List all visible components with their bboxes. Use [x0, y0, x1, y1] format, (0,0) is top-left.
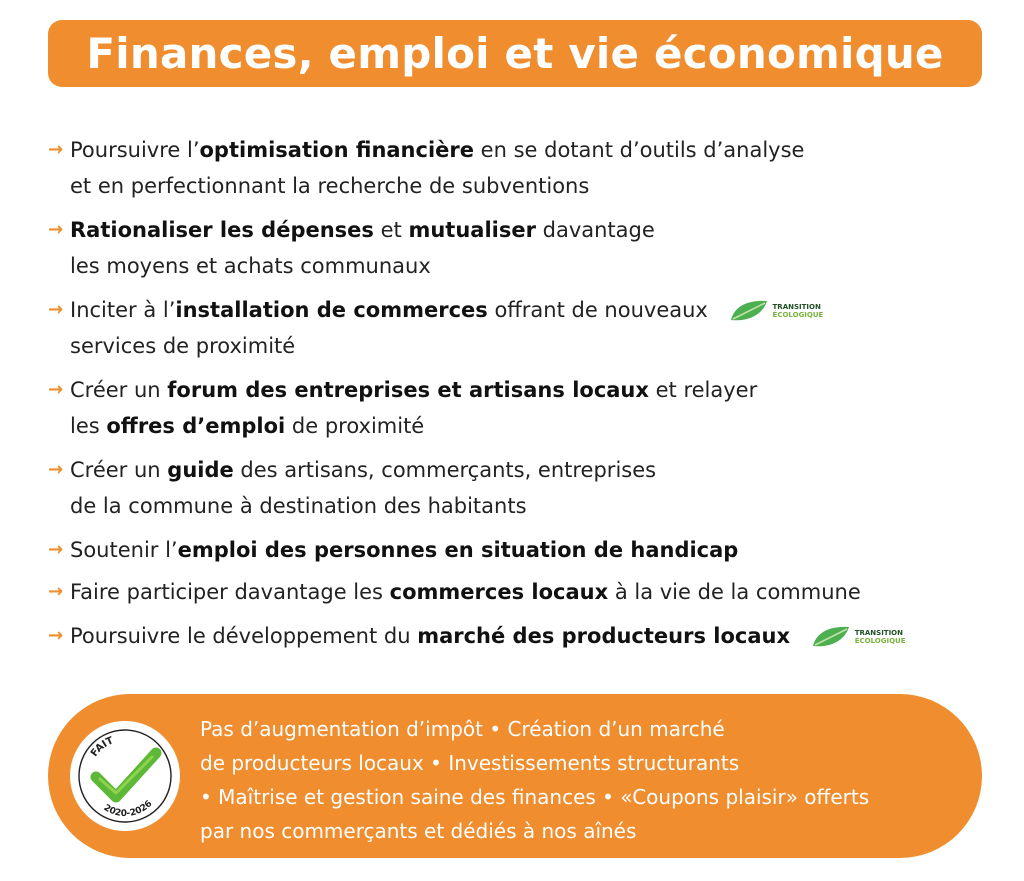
summary-text: Pas d’augmentation d’impôt • Création d’un marché de producteurs locaux • Investissements structurants • Maîtrise et gestion saine des finances • «Coupons plaisir» offerts par nos commerçants et dédiés à nos aînés [200, 717, 870, 843]
svg-text:FAIT: FAIT [88, 735, 116, 759]
summary-banner [48, 694, 982, 858]
leaf-icon [811, 624, 851, 650]
arrow-right-icon: → [48, 539, 64, 560]
list-item: → Créer un guide des artisans, commerçants, entreprises de la commune à destination des habitants [48, 452, 656, 524]
list-item: → Créer un forum des entreprises et artisans locaux et relayer les offres d’emploi de proximité [48, 372, 757, 444]
arrow-right-icon: → [48, 625, 64, 646]
arrow-right-icon: → [48, 139, 64, 160]
leaf-icon [729, 298, 769, 324]
checkmark-icon [68, 719, 182, 833]
list-item: → Faire participer davantage les commerces locaux à la vie de la commune [48, 574, 861, 610]
list-item: → Poursuivre le développement du marché des producteurs locaux TRANSITION ÉCOLOGIQUE [48, 618, 906, 654]
fait-seal [68, 719, 182, 833]
transition-ecologique-badge: TRANSITION ÉCOLOGIQUE [729, 298, 824, 324]
list-item: → Rationaliser les dépenses et mutualiser davantage les moyens et achats communaux [48, 212, 655, 284]
arrow-right-icon: → [48, 379, 64, 400]
arrow-right-icon: → [48, 299, 64, 320]
list-item: → Soutenir l’emploi des personnes en situation de handicap [48, 532, 738, 568]
page-title: Finances, emploi et vie économique [86, 29, 944, 78]
svg-text:2020-2026: 2020-2026 [101, 798, 155, 820]
list-item: → Inciter à l’installation de commerces offrant de nouveaux TRANSITION ÉCOLOGIQUE services de proximité [48, 292, 823, 364]
list-item: → Poursuivre l’optimisation financière en se dotant d’outils d’analyse et en perfectionnant la recherche de subventions [48, 132, 804, 204]
arrow-right-icon: → [48, 459, 64, 480]
arrow-right-icon: → [48, 581, 64, 602]
arrow-right-icon: → [48, 219, 64, 240]
transition-ecologique-badge: TRANSITION ÉCOLOGIQUE [811, 624, 906, 650]
title-banner [48, 20, 982, 87]
